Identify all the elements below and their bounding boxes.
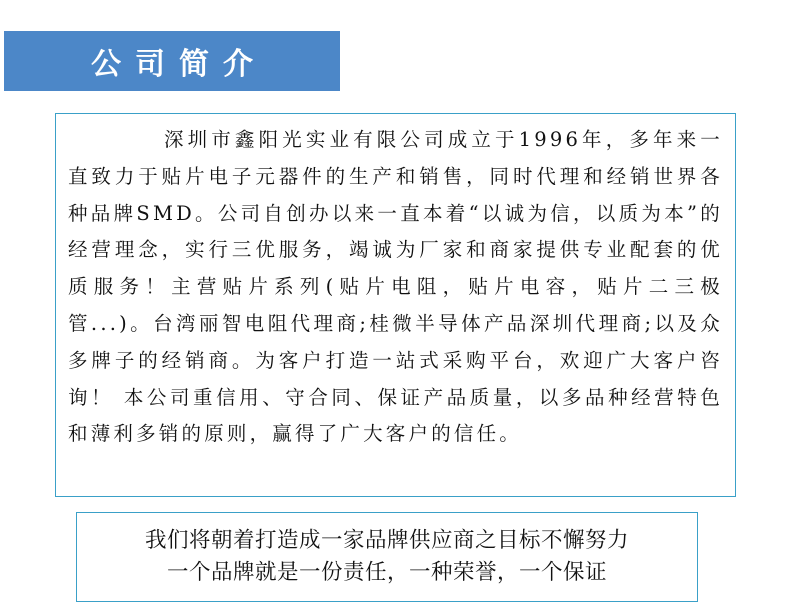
page-title: 公司简介 [91, 47, 267, 82]
company-intro-box [55, 113, 736, 497]
slogan-line-1: 我们将朝着打造成一家品牌供应商之目标不懈努力 [144, 528, 629, 553]
slogan-line-2: 一个品牌就是一份责任，一种荣誉，一个保证 [166, 560, 607, 585]
header-banner [4, 31, 340, 91]
slogan-box [76, 512, 698, 602]
company-intro-text: 深圳市鑫阳光实业有限公司成立于1996年，多年来一直致力于贴片电子元器件的生产和销售，同时代理和经销世界各种品牌SMD。公司自创办以来一直本着“以诚为信，以质为本”的经营理念，实行三优服务，竭诚为厂家和商家提供专业配套的优质服务！主营贴片系列(贴片电阻，贴片电容，贴片二三极管...)。台湾丽智电阻代理商;桂微半导体产品深圳代理商;以及众多牌子的经销商。为客户打造一站式采购平台，欢迎广大客户咨询！ 本公司重信用、守合同、保证产品质量，以多品种经营特色和薄利多销的原则，赢得了广大客户的信任。 [68, 128, 723, 446]
